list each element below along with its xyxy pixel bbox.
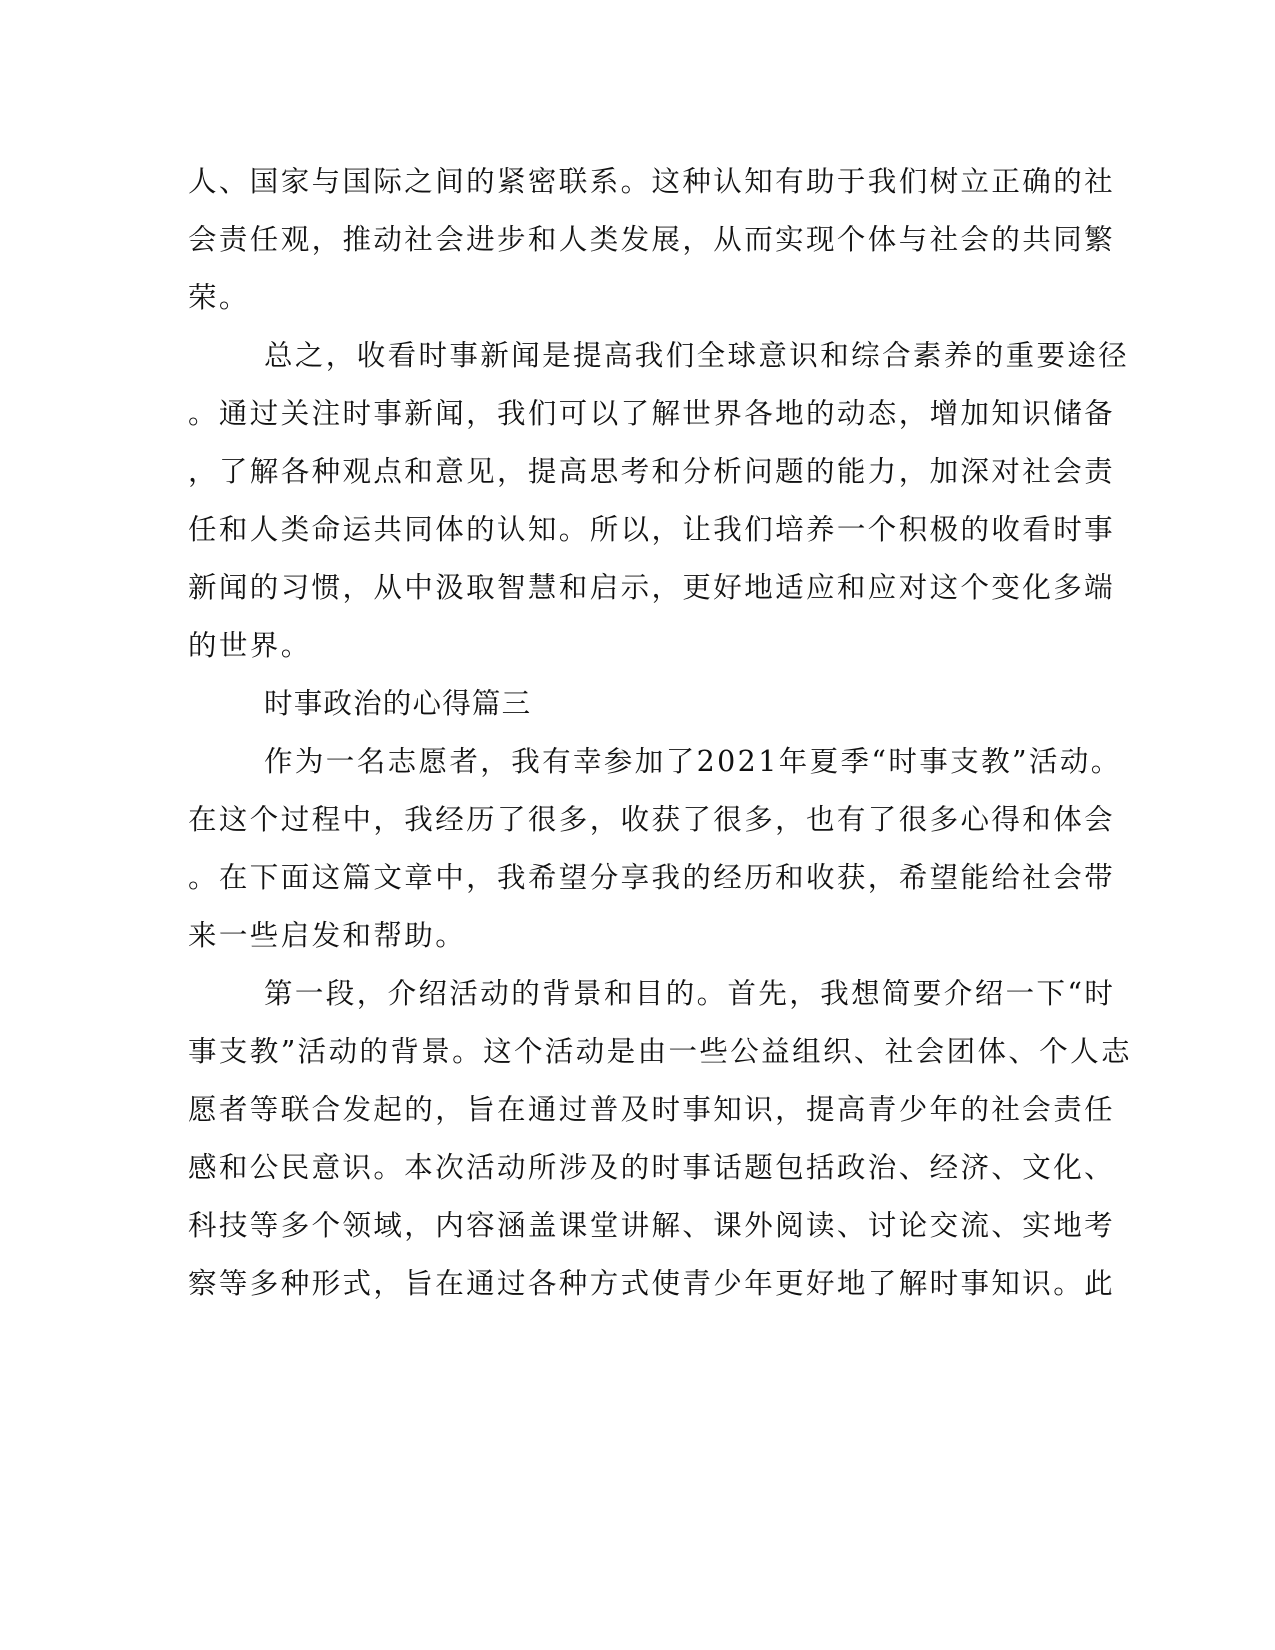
text-line: 。在下面这篇文章中，我希望分享我的经历和收获，希望能给社会带 <box>188 861 1116 894</box>
section-heading: 时事政治的心得篇三 <box>264 687 532 720</box>
text-line: 事支教”活动的背景。这个活动是由一些公益组织、社会团体、个人志 <box>188 1035 1132 1068</box>
text-line: 在这个过程中，我经历了很多，收获了很多，也有了很多心得和体会 <box>188 803 1116 836</box>
text-line: ，了解各种观点和意见，提高思考和分析问题的能力，加深对社会责 <box>188 455 1116 488</box>
text-line: 会责任观，推动社会进步和人类发展，从而实现个体与社会的共同繁 <box>188 223 1116 256</box>
text-line: 荣。 <box>188 281 250 314</box>
text-line: 察等多种形式，旨在通过各种方式使青少年更好地了解时事知识。此 <box>188 1267 1116 1300</box>
paragraph-first-line: 总之，收看时事新闻是提高我们全球意识和综合素养的重要途径 <box>264 339 1130 372</box>
text-line: 科技等多个领域，内容涵盖课堂讲解、课外阅读、讨论交流、实地考 <box>188 1209 1116 1242</box>
text-line: 感和公民意识。本次活动所涉及的时事话题包括政治、经济、文化、 <box>188 1151 1116 1184</box>
text-line: 任和人类命运共同体的认知。所以，让我们培养一个积极的收看时事 <box>188 513 1116 546</box>
text-line: 人、国家与国际之间的紧密联系。这种认知有助于我们树立正确的社 <box>188 165 1116 198</box>
text-line: 来一些启发和帮助。 <box>188 919 467 952</box>
paragraph-first-line: 作为一名志愿者，我有幸参加了2021年夏季“时事支教”活动。 <box>264 745 1122 778</box>
text-line: 新闻的习惯，从中汲取智慧和启示，更好地适应和应对这个变化多端 <box>188 571 1116 604</box>
text-line: 愿者等联合发起的，旨在通过普及时事知识，提高青少年的社会责任 <box>188 1093 1116 1126</box>
text-line: 。通过关注时事新闻，我们可以了解世界各地的动态，增加知识储备 <box>188 397 1116 430</box>
text-line: 的世界。 <box>188 629 312 662</box>
paragraph-first-line: 第一段，介绍活动的背景和目的。首先，我想简要介绍一下“时 <box>264 977 1116 1010</box>
